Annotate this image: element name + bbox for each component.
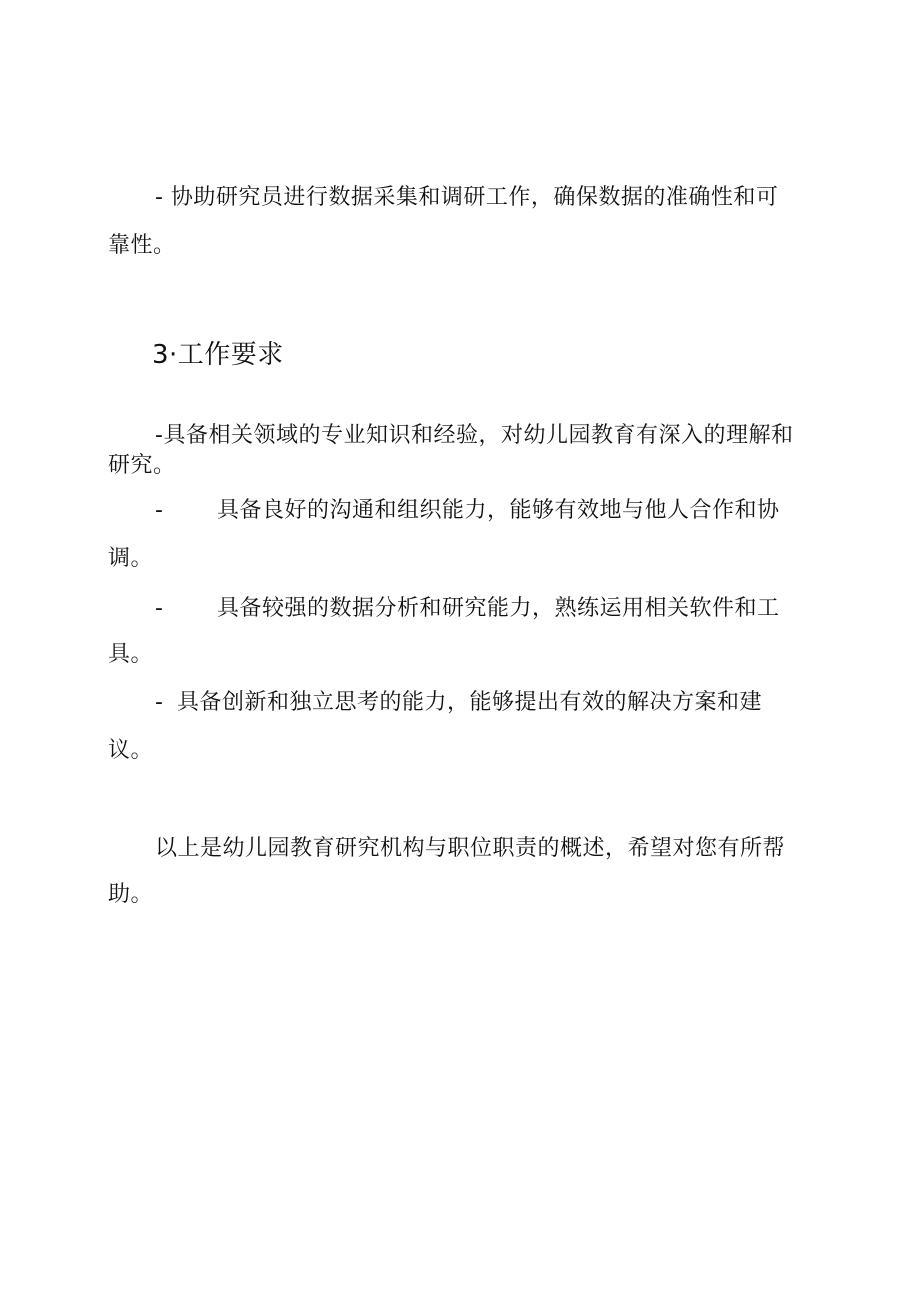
section-heading: 3·工作要求 — [152, 340, 284, 370]
list-item-text: 具备较强的数据分析和研究能力，熟练运用相关软件和工 — [217, 596, 780, 621]
list-dash: - — [155, 498, 164, 523]
list-item-continuation: 具。 — [108, 642, 154, 667]
list-item — [155, 496, 780, 526]
closing-line: 以上是幼儿园教育研究机构与职位职责的概述，希望对您有所帮 — [155, 836, 786, 861]
list-dash: - — [155, 690, 164, 715]
paragraph-line: 靠性。 — [108, 233, 176, 258]
list-item-text: 具备良好的沟通和组织能力，能够有效地与他人合作和协 — [217, 498, 780, 523]
list-item-text: 具备创新和独立思考的能力，能够提出有效的解决方案和建 — [177, 690, 763, 715]
list-dash: - — [155, 423, 164, 448]
list-item — [155, 594, 780, 624]
list-item-continuation: 研究。 — [108, 453, 176, 478]
list-dash: - — [155, 596, 164, 621]
list-item-continuation: 议。 — [108, 738, 154, 763]
closing-line: 助。 — [108, 882, 154, 907]
list-item — [155, 421, 793, 451]
list-item-text: 具备相关领域的专业知识和经验，对幼儿园教育有深入的理解和 — [163, 423, 794, 448]
list-item-continuation: 调。 — [108, 546, 154, 571]
list-item — [155, 688, 762, 718]
paragraph-line: - 协助研究员进行数据采集和调研工作，确保数据的准确性和可 — [155, 185, 779, 210]
